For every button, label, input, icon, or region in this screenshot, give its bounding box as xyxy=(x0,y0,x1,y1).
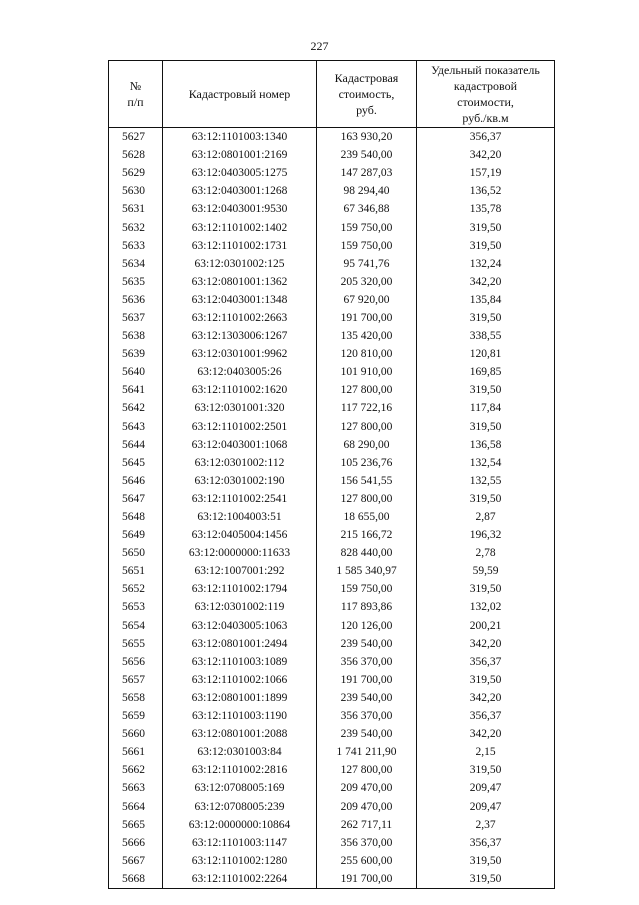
cell-cadastral-value: 1 585 340,97 xyxy=(317,562,417,580)
cell-row-number: 5666 xyxy=(109,834,163,852)
cell-specific-value: 209,47 xyxy=(417,779,555,797)
cell-cadastral-value: 828 440,00 xyxy=(317,544,417,562)
cell-row-number: 5629 xyxy=(109,164,163,182)
cell-row-number: 5632 xyxy=(109,218,163,236)
table-row xyxy=(109,291,555,309)
cell-row-number: 5640 xyxy=(109,363,163,381)
cell-cadastral-number: 63:12:0403001:1348 xyxy=(163,291,317,309)
cell-specific-value: 132,24 xyxy=(417,255,555,273)
table-row xyxy=(109,381,555,399)
cell-row-number: 5664 xyxy=(109,797,163,815)
cell-cadastral-number: 63:12:1101002:1794 xyxy=(163,580,317,598)
cell-cadastral-number: 63:12:0801001:2494 xyxy=(163,635,317,653)
cell-specific-value: 319,50 xyxy=(417,580,555,598)
cell-specific-value: 59,59 xyxy=(417,562,555,580)
cell-row-number: 5667 xyxy=(109,852,163,870)
cell-cadastral-number: 63:12:0801001:1362 xyxy=(163,273,317,291)
cell-cadastral-value: 239 540,00 xyxy=(317,689,417,707)
cell-cadastral-value: 215 166,72 xyxy=(317,526,417,544)
cell-specific-value: 117,84 xyxy=(417,399,555,417)
cell-specific-value: 319,50 xyxy=(417,671,555,689)
table-row xyxy=(109,870,555,889)
cell-cadastral-value: 255 600,00 xyxy=(317,852,417,870)
table-row xyxy=(109,761,555,779)
cell-cadastral-number: 63:12:0405004:1456 xyxy=(163,526,317,544)
table-row xyxy=(109,508,555,526)
cell-row-number: 5659 xyxy=(109,707,163,725)
cell-cadastral-value: 127 800,00 xyxy=(317,761,417,779)
cell-cadastral-number: 63:12:0000000:10864 xyxy=(163,816,317,834)
cell-cadastral-number: 63:12:1101002:1402 xyxy=(163,218,317,236)
cell-cadastral-number: 63:12:1101002:2264 xyxy=(163,870,317,889)
cell-specific-value: 319,50 xyxy=(417,218,555,236)
cell-row-number: 5658 xyxy=(109,689,163,707)
cell-cadastral-number: 63:12:0801001:2169 xyxy=(163,146,317,164)
cell-cadastral-value: 120 126,00 xyxy=(317,617,417,635)
cell-row-number: 5642 xyxy=(109,399,163,417)
cell-cadastral-number: 63:12:0403001:1268 xyxy=(163,182,317,200)
table-row xyxy=(109,725,555,743)
cell-cadastral-number: 63:12:0301001:9962 xyxy=(163,345,317,363)
cell-cadastral-number: 63:12:1101002:1280 xyxy=(163,852,317,870)
cell-specific-value: 356,37 xyxy=(417,834,555,852)
cell-cadastral-value: 117 722,16 xyxy=(317,399,417,417)
cell-cadastral-value: 120 810,00 xyxy=(317,345,417,363)
cell-cadastral-value: 356 370,00 xyxy=(317,834,417,852)
table-row xyxy=(109,707,555,725)
table-row xyxy=(109,327,555,345)
cell-cadastral-value: 159 750,00 xyxy=(317,218,417,236)
header-specific-value: Удельный показатель кадастровой стоимости, руб./кв.м xyxy=(417,61,555,128)
cell-cadastral-number: 63:12:0801001:2088 xyxy=(163,725,317,743)
cell-cadastral-number: 63:12:0403005:26 xyxy=(163,363,317,381)
table-row xyxy=(109,436,555,454)
table-row xyxy=(109,743,555,761)
cell-specific-value: 342,20 xyxy=(417,725,555,743)
cell-cadastral-number: 63:12:0301001:320 xyxy=(163,399,317,417)
cell-specific-value: 135,84 xyxy=(417,291,555,309)
cell-specific-value: 319,50 xyxy=(417,381,555,399)
cell-row-number: 5663 xyxy=(109,779,163,797)
table-row xyxy=(109,128,555,147)
table-row xyxy=(109,200,555,218)
table-row xyxy=(109,237,555,255)
cell-row-number: 5649 xyxy=(109,526,163,544)
table-row xyxy=(109,218,555,236)
cell-cadastral-value: 163 930,20 xyxy=(317,128,417,147)
cell-cadastral-value: 205 320,00 xyxy=(317,273,417,291)
cell-specific-value: 136,52 xyxy=(417,182,555,200)
table-row xyxy=(109,689,555,707)
table-row xyxy=(109,816,555,834)
cell-cadastral-number: 63:12:1101002:1620 xyxy=(163,381,317,399)
cell-specific-value: 342,20 xyxy=(417,635,555,653)
cell-row-number: 5661 xyxy=(109,743,163,761)
cell-cadastral-value: 239 540,00 xyxy=(317,146,417,164)
cell-cadastral-number: 63:12:0403005:1275 xyxy=(163,164,317,182)
cell-row-number: 5644 xyxy=(109,436,163,454)
cell-cadastral-number: 63:12:1101003:1089 xyxy=(163,653,317,671)
table-row xyxy=(109,852,555,870)
cell-cadastral-value: 209 470,00 xyxy=(317,779,417,797)
cell-cadastral-value: 1 741 211,90 xyxy=(317,743,417,761)
cell-specific-value: 319,50 xyxy=(417,490,555,508)
table-row xyxy=(109,273,555,291)
cell-row-number: 5662 xyxy=(109,761,163,779)
cell-specific-value: 200,21 xyxy=(417,617,555,635)
cell-row-number: 5648 xyxy=(109,508,163,526)
cell-cadastral-value: 159 750,00 xyxy=(317,237,417,255)
cell-row-number: 5635 xyxy=(109,273,163,291)
cell-specific-value: 169,85 xyxy=(417,363,555,381)
table-row xyxy=(109,454,555,472)
cell-row-number: 5645 xyxy=(109,454,163,472)
cell-cadastral-value: 191 700,00 xyxy=(317,309,417,327)
cell-row-number: 5660 xyxy=(109,725,163,743)
cell-cadastral-number: 63:12:1101003:1190 xyxy=(163,707,317,725)
cell-cadastral-number: 63:12:0301002:119 xyxy=(163,598,317,616)
cell-cadastral-number: 63:12:1007001:292 xyxy=(163,562,317,580)
cell-cadastral-value: 67 920,00 xyxy=(317,291,417,309)
cell-cadastral-value: 356 370,00 xyxy=(317,653,417,671)
cell-row-number: 5665 xyxy=(109,816,163,834)
table-body xyxy=(109,128,555,889)
header-row-number: № п/п xyxy=(109,61,163,128)
cell-cadastral-number: 63:12:1101002:1731 xyxy=(163,237,317,255)
cell-specific-value: 356,37 xyxy=(417,707,555,725)
cell-cadastral-value: 239 540,00 xyxy=(317,725,417,743)
cell-row-number: 5654 xyxy=(109,617,163,635)
table-row xyxy=(109,797,555,815)
cell-row-number: 5637 xyxy=(109,309,163,327)
cell-specific-value: 319,50 xyxy=(417,237,555,255)
cell-cadastral-value: 262 717,11 xyxy=(317,816,417,834)
cell-row-number: 5627 xyxy=(109,128,163,147)
cell-cadastral-number: 63:12:1101002:2816 xyxy=(163,761,317,779)
cell-cadastral-value: 127 800,00 xyxy=(317,381,417,399)
table-row xyxy=(109,562,555,580)
cell-specific-value: 319,50 xyxy=(417,418,555,436)
table-row xyxy=(109,182,555,200)
table-row xyxy=(109,834,555,852)
cell-specific-value: 338,55 xyxy=(417,327,555,345)
cell-specific-value: 196,32 xyxy=(417,526,555,544)
table-row xyxy=(109,779,555,797)
cell-row-number: 5650 xyxy=(109,544,163,562)
cell-specific-value: 2,37 xyxy=(417,816,555,834)
cell-specific-value: 342,20 xyxy=(417,273,555,291)
cell-cadastral-number: 63:12:1101003:1147 xyxy=(163,834,317,852)
cell-specific-value: 319,50 xyxy=(417,870,555,889)
table-row xyxy=(109,580,555,598)
cell-row-number: 5653 xyxy=(109,598,163,616)
table-row xyxy=(109,617,555,635)
cell-cadastral-value: 101 910,00 xyxy=(317,363,417,381)
table-row xyxy=(109,399,555,417)
cell-cadastral-number: 63:12:1101002:2663 xyxy=(163,309,317,327)
cell-specific-value: 319,50 xyxy=(417,852,555,870)
table-header xyxy=(109,61,555,128)
cell-cadastral-value: 239 540,00 xyxy=(317,635,417,653)
cell-specific-value: 132,54 xyxy=(417,454,555,472)
cell-cadastral-value: 127 800,00 xyxy=(317,418,417,436)
table-row xyxy=(109,526,555,544)
cell-specific-value: 319,50 xyxy=(417,309,555,327)
cell-row-number: 5647 xyxy=(109,490,163,508)
table-row xyxy=(109,363,555,381)
cell-row-number: 5643 xyxy=(109,418,163,436)
cell-cadastral-value: 95 741,76 xyxy=(317,255,417,273)
cell-row-number: 5631 xyxy=(109,200,163,218)
table-row xyxy=(109,490,555,508)
cell-row-number: 5652 xyxy=(109,580,163,598)
cell-cadastral-number: 63:12:0801001:1899 xyxy=(163,689,317,707)
cell-row-number: 5634 xyxy=(109,255,163,273)
table-row xyxy=(109,544,555,562)
cell-row-number: 5651 xyxy=(109,562,163,580)
cell-row-number: 5639 xyxy=(109,345,163,363)
table-row xyxy=(109,309,555,327)
cell-row-number: 5646 xyxy=(109,472,163,490)
table-row xyxy=(109,598,555,616)
table-row xyxy=(109,418,555,436)
cell-cadastral-number: 63:12:0708005:239 xyxy=(163,797,317,815)
cell-specific-value: 120,81 xyxy=(417,345,555,363)
cell-cadastral-value: 159 750,00 xyxy=(317,580,417,598)
cell-cadastral-value: 127 800,00 xyxy=(317,490,417,508)
cell-row-number: 5636 xyxy=(109,291,163,309)
table-row xyxy=(109,345,555,363)
cell-cadastral-number: 63:12:0403005:1063 xyxy=(163,617,317,635)
table-row xyxy=(109,635,555,653)
cell-cadastral-value: 191 700,00 xyxy=(317,870,417,889)
table-row xyxy=(109,653,555,671)
cell-cadastral-number: 63:12:1101002:2541 xyxy=(163,490,317,508)
cell-cadastral-value: 18 655,00 xyxy=(317,508,417,526)
cell-row-number: 5668 xyxy=(109,870,163,889)
page-number: 227 xyxy=(310,39,329,53)
cell-cadastral-number: 63:12:1303006:1267 xyxy=(163,327,317,345)
cell-specific-value: 136,58 xyxy=(417,436,555,454)
cell-specific-value: 157,19 xyxy=(417,164,555,182)
cell-row-number: 5655 xyxy=(109,635,163,653)
cell-row-number: 5641 xyxy=(109,381,163,399)
cell-row-number: 5628 xyxy=(109,146,163,164)
cell-specific-value: 209,47 xyxy=(417,797,555,815)
cell-cadastral-value: 156 541,55 xyxy=(317,472,417,490)
cell-cadastral-value: 105 236,76 xyxy=(317,454,417,472)
cell-cadastral-number: 63:12:0301003:84 xyxy=(163,743,317,761)
cell-specific-value: 356,37 xyxy=(417,653,555,671)
cell-row-number: 5633 xyxy=(109,237,163,255)
cell-specific-value: 135,78 xyxy=(417,200,555,218)
cell-cadastral-value: 147 287,03 xyxy=(317,164,417,182)
cell-cadastral-value: 117 893,86 xyxy=(317,598,417,616)
table-row xyxy=(109,164,555,182)
cell-cadastral-number: 63:12:0403001:1068 xyxy=(163,436,317,454)
cell-specific-value: 319,50 xyxy=(417,761,555,779)
table-row xyxy=(109,671,555,689)
cell-row-number: 5657 xyxy=(109,671,163,689)
header-row xyxy=(109,61,555,128)
cell-cadastral-number: 63:12:1101003:1340 xyxy=(163,128,317,147)
cell-specific-value: 2,15 xyxy=(417,743,555,761)
cell-cadastral-number: 63:12:1004003:51 xyxy=(163,508,317,526)
header-cadastral-number: Кадастровый номер xyxy=(163,61,317,128)
cell-cadastral-value: 68 290,00 xyxy=(317,436,417,454)
cell-specific-value: 342,20 xyxy=(417,146,555,164)
cell-cadastral-value: 67 346,88 xyxy=(317,200,417,218)
cell-cadastral-number: 63:12:0301002:125 xyxy=(163,255,317,273)
cell-cadastral-value: 135 420,00 xyxy=(317,327,417,345)
cell-cadastral-value: 98 294,40 xyxy=(317,182,417,200)
cadastral-table xyxy=(108,60,555,889)
cell-cadastral-number: 63:12:0301002:190 xyxy=(163,472,317,490)
cell-cadastral-number: 63:12:1101002:2501 xyxy=(163,418,317,436)
table-row xyxy=(109,146,555,164)
cell-specific-value: 342,20 xyxy=(417,689,555,707)
cell-cadastral-value: 191 700,00 xyxy=(317,671,417,689)
cell-cadastral-number: 63:12:0403001:9530 xyxy=(163,200,317,218)
cell-specific-value: 132,02 xyxy=(417,598,555,616)
cell-specific-value: 2,87 xyxy=(417,508,555,526)
table-row xyxy=(109,255,555,273)
cell-specific-value: 356,37 xyxy=(417,128,555,147)
cell-cadastral-value: 209 470,00 xyxy=(317,797,417,815)
cell-cadastral-number: 63:12:1101002:1066 xyxy=(163,671,317,689)
cell-row-number: 5656 xyxy=(109,653,163,671)
cell-specific-value: 2,78 xyxy=(417,544,555,562)
table-row xyxy=(109,472,555,490)
cell-cadastral-value: 356 370,00 xyxy=(317,707,417,725)
cell-row-number: 5630 xyxy=(109,182,163,200)
header-cadastral-value: Кадастровая стоимость, руб. xyxy=(317,61,417,128)
cell-cadastral-number: 63:12:0708005:169 xyxy=(163,779,317,797)
cell-row-number: 5638 xyxy=(109,327,163,345)
cell-cadastral-number: 63:12:0301002:112 xyxy=(163,454,317,472)
cell-specific-value: 132,55 xyxy=(417,472,555,490)
cell-cadastral-number: 63:12:0000000:11633 xyxy=(163,544,317,562)
